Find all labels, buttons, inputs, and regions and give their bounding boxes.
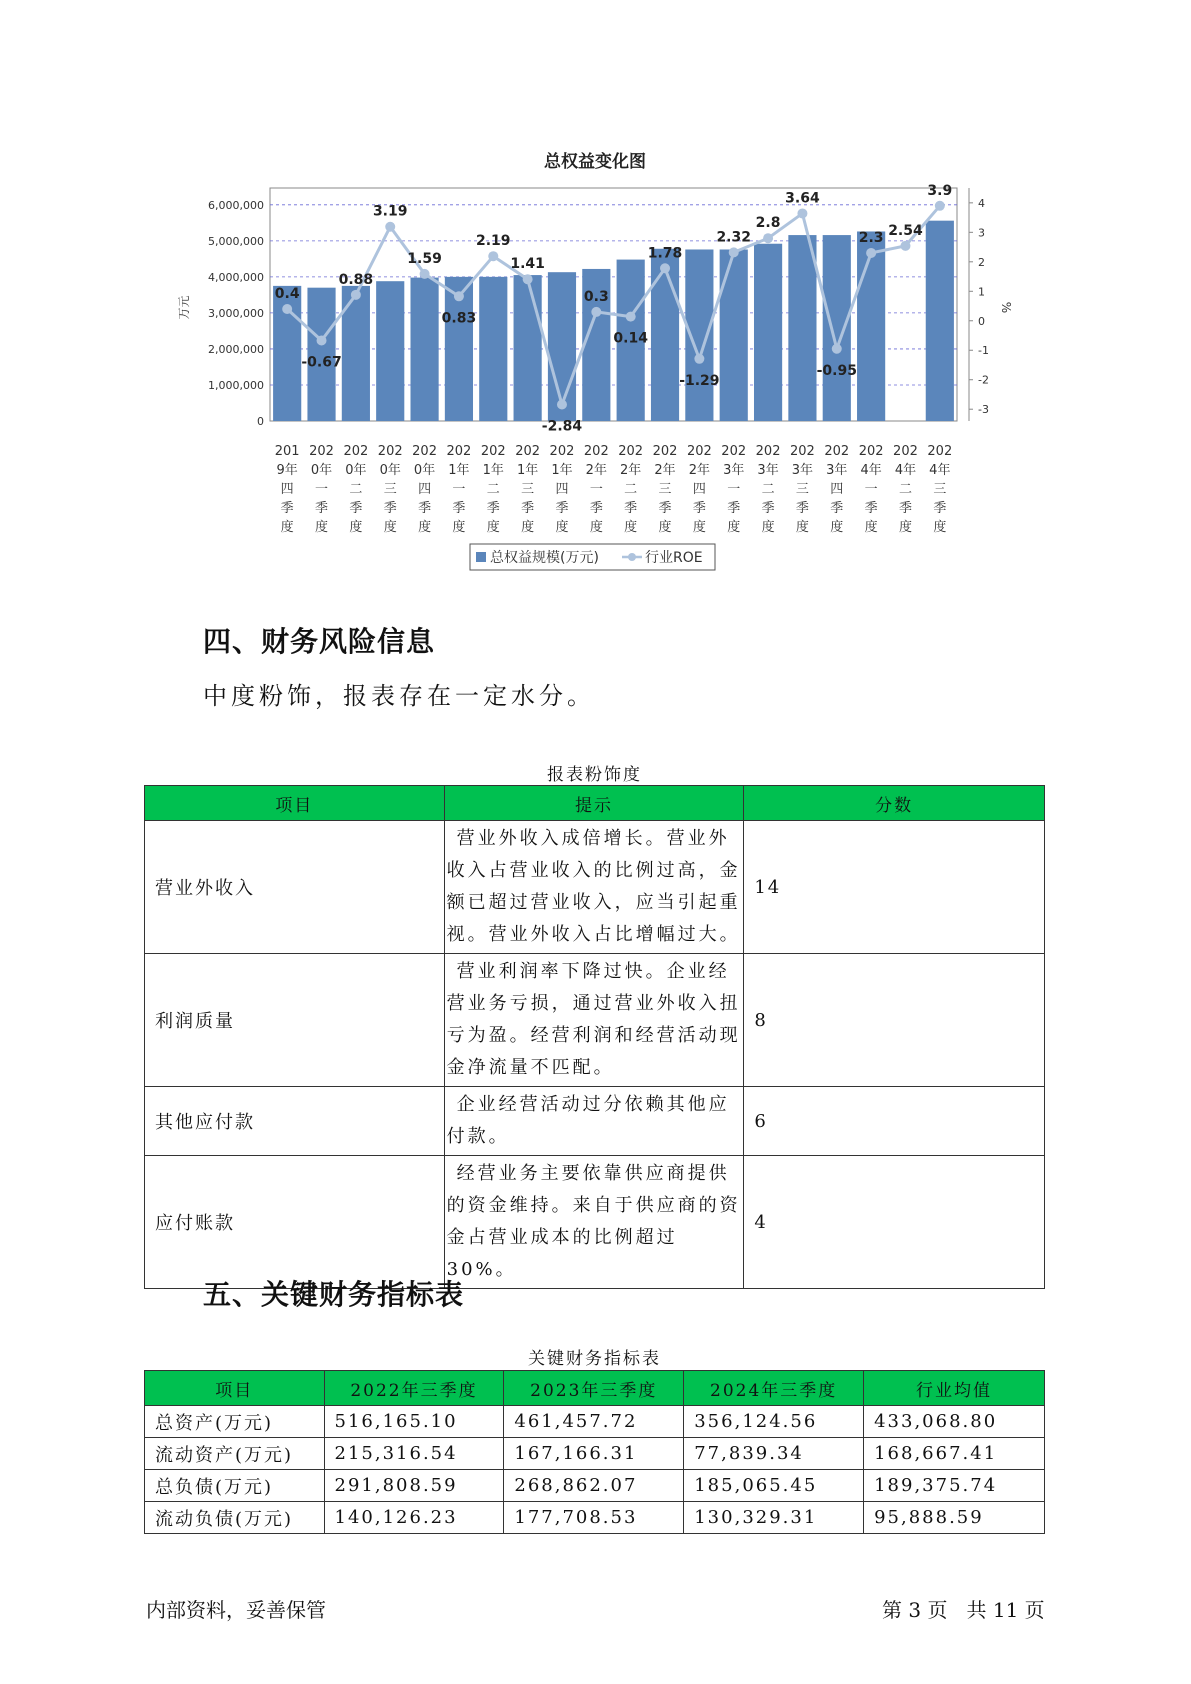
x-tick-label: 季 bbox=[280, 501, 294, 516]
roe-data-label: -1.29 bbox=[679, 372, 720, 389]
roe-point bbox=[626, 312, 636, 322]
roe-data-label: 3.64 bbox=[785, 190, 820, 207]
metric-value: 77,839.34 bbox=[684, 1438, 864, 1470]
left-tick-label: 4,000,000 bbox=[208, 270, 264, 284]
metric-value: 356,124.56 bbox=[684, 1406, 864, 1438]
x-tick-label: 0年 bbox=[310, 463, 333, 478]
roe-point bbox=[385, 222, 395, 232]
table-row bbox=[145, 1406, 1045, 1438]
roe-data-label: 3.9 bbox=[927, 182, 953, 199]
roe-point bbox=[660, 263, 670, 273]
x-tick-label: 202 bbox=[549, 444, 575, 459]
left-tick-label: 0 bbox=[257, 415, 264, 428]
equity-chart bbox=[170, 140, 1030, 600]
x-tick-label: 202 bbox=[583, 444, 609, 459]
header-2023q3: 2023年三季度 bbox=[504, 1371, 684, 1406]
x-tick-label: 度 bbox=[383, 520, 397, 535]
roe-data-label: 1.59 bbox=[407, 250, 442, 267]
x-tick-label: 度 bbox=[589, 520, 603, 535]
x-tick-label: 四 bbox=[692, 482, 706, 497]
x-tick-label: 202 bbox=[480, 444, 506, 459]
risk-score: 4 bbox=[744, 1156, 1045, 1289]
x-tick-label: 三 bbox=[795, 482, 809, 497]
x-tick-label: 度 bbox=[933, 520, 947, 535]
legend-bar-swatch bbox=[476, 552, 486, 562]
x-tick-label: 季 bbox=[658, 501, 672, 516]
risk-section-title: 四、财务风险信息 bbox=[203, 625, 436, 658]
roe-data-label: 2.3 bbox=[858, 229, 884, 246]
x-tick-label: 度 bbox=[864, 520, 878, 535]
risk-tip: 企业经营活动过分依赖其他应付款。 bbox=[444, 1087, 744, 1156]
x-tick-label: 一 bbox=[315, 482, 329, 497]
right-tick-label: 3 bbox=[978, 226, 985, 240]
x-tick-label: 二 bbox=[761, 482, 775, 497]
x-tick-label: 度 bbox=[761, 520, 775, 535]
x-tick-label: 季 bbox=[555, 501, 569, 516]
table-row bbox=[145, 1438, 1045, 1470]
roe-point bbox=[557, 399, 567, 409]
risk-item: 营业外收入 bbox=[145, 821, 445, 954]
roe-data-label: 2.54 bbox=[888, 222, 923, 239]
metric-value: 185,065.45 bbox=[684, 1470, 864, 1502]
roe-data-label: 1.41 bbox=[510, 256, 545, 273]
x-tick-label: 202 bbox=[377, 444, 403, 459]
x-tick-label: 1年 bbox=[516, 463, 539, 478]
metric-name: 总资产(万元) bbox=[145, 1406, 325, 1438]
x-tick-label: 季 bbox=[589, 501, 603, 516]
x-tick-label: 季 bbox=[692, 501, 706, 516]
roe-data-label: 2.19 bbox=[476, 233, 511, 250]
x-tick-label: 0年 bbox=[413, 463, 436, 478]
header-score: 分数 bbox=[744, 786, 1045, 821]
right-axis-title: % bbox=[999, 301, 1013, 314]
metric-name: 流动负债(万元) bbox=[145, 1502, 325, 1534]
x-tick-label: 三 bbox=[658, 482, 672, 497]
x-tick-label: 三 bbox=[933, 482, 947, 497]
x-tick-label: 202 bbox=[412, 444, 437, 459]
x-tick-label: 度 bbox=[418, 520, 432, 535]
left-tick-label: 3,000,000 bbox=[208, 306, 264, 320]
x-tick-label: 二 bbox=[624, 482, 638, 497]
table-row bbox=[145, 1087, 1045, 1156]
risk-item: 其他应付款 bbox=[145, 1087, 445, 1156]
right-tick-label: 0 bbox=[978, 314, 985, 328]
x-tick-label: 三 bbox=[521, 482, 535, 497]
x-tick-label: 度 bbox=[658, 520, 672, 535]
roe-data-label: 3.19 bbox=[372, 203, 408, 220]
left-tick-label: 6,000,000 bbox=[208, 198, 264, 212]
right-tick-label: -3 bbox=[978, 403, 989, 417]
bar bbox=[823, 235, 851, 421]
x-tick-label: 202 bbox=[893, 444, 918, 459]
key-section-title: 五、关键财务指标表 bbox=[203, 1278, 465, 1311]
key-table-header bbox=[145, 1371, 1045, 1406]
x-tick-label: 二 bbox=[486, 482, 500, 497]
metric-name: 总负债(万元) bbox=[145, 1470, 325, 1502]
x-tick-label: 201 bbox=[274, 444, 300, 459]
x-tick-label: 4年 bbox=[860, 463, 882, 478]
x-tick-label: 季 bbox=[795, 501, 809, 516]
risk-tip: 营业外收入成倍增长。营业外收入占营业收入的比例过高，金额已超过营业收入，应当引起重视。营业外收入占比增幅过大。 bbox=[444, 821, 744, 954]
risk-score: 8 bbox=[744, 954, 1045, 1087]
footer-confidential: 内部资料，妥善保管 bbox=[146, 1598, 326, 1622]
metric-value: 268,862.07 bbox=[504, 1470, 684, 1502]
metric-value: 168,667.41 bbox=[864, 1438, 1045, 1470]
x-tick-label: 一 bbox=[727, 482, 741, 497]
header-2024q3: 2024年三季度 bbox=[684, 1371, 864, 1406]
x-tick-label: 202 bbox=[309, 444, 334, 459]
roe-point bbox=[935, 201, 945, 211]
bar bbox=[376, 281, 404, 421]
metric-value: 433,068.80 bbox=[864, 1406, 1045, 1438]
x-tick-label: 度 bbox=[727, 520, 741, 535]
x-tick-label: 度 bbox=[315, 520, 329, 535]
x-tick-label: 202 bbox=[755, 444, 781, 459]
x-tick-label: 季 bbox=[727, 501, 741, 516]
x-tick-label: 季 bbox=[383, 501, 397, 516]
x-tick-label: 一 bbox=[864, 482, 878, 497]
roe-point bbox=[729, 247, 739, 257]
roe-point bbox=[763, 233, 773, 243]
roe-data-label: -2.84 bbox=[541, 418, 583, 435]
risk-table-header bbox=[145, 786, 1045, 821]
x-tick-label: 度 bbox=[692, 520, 706, 535]
risk-item: 利润质量 bbox=[145, 954, 445, 1087]
metric-value: 95,888.59 bbox=[864, 1502, 1045, 1534]
roe-point bbox=[454, 291, 464, 301]
right-tick-label: 4 bbox=[978, 196, 985, 210]
right-tick-label: 2 bbox=[978, 255, 985, 269]
key-financial-table bbox=[144, 1370, 1045, 1534]
x-tick-label: 202 bbox=[446, 444, 472, 459]
x-tick-label: 3年 bbox=[791, 463, 814, 478]
roe-data-label: 0.3 bbox=[583, 288, 609, 305]
chart-title: 总权益变化图 bbox=[544, 152, 646, 172]
x-tick-label: 度 bbox=[830, 520, 844, 535]
table-row bbox=[145, 1470, 1045, 1502]
x-tick-label: 四 bbox=[280, 482, 294, 497]
left-tick-label: 1,000,000 bbox=[208, 378, 264, 392]
risk-item: 应付账款 bbox=[145, 1156, 445, 1289]
roe-data-label: 0.83 bbox=[441, 310, 477, 327]
roe-point bbox=[694, 354, 704, 364]
bar bbox=[548, 272, 576, 421]
left-tick-label: 5,000,000 bbox=[208, 234, 264, 248]
roe-data-label: 0.14 bbox=[613, 330, 648, 347]
header-item: 项目 bbox=[145, 1371, 325, 1406]
x-tick-label: 季 bbox=[933, 501, 947, 516]
x-tick-label: 季 bbox=[761, 501, 775, 516]
x-tick-label: 季 bbox=[349, 501, 363, 516]
x-tick-label: 季 bbox=[830, 501, 844, 516]
x-tick-label: 2年 bbox=[688, 463, 711, 478]
roe-point bbox=[282, 304, 292, 314]
x-tick-label: 度 bbox=[795, 520, 809, 535]
metric-value: 215,316.54 bbox=[324, 1438, 504, 1470]
table-row bbox=[145, 821, 1045, 954]
roe-point bbox=[591, 307, 601, 317]
metric-value: 167,166.31 bbox=[504, 1438, 684, 1470]
bar bbox=[926, 221, 954, 421]
risk-tip: 经营业务主要依靠供应商提供的资金维持。来自于供应商的资金占营业成本的比例超过30%。 bbox=[444, 1156, 744, 1289]
x-tick-label: 202 bbox=[343, 444, 369, 459]
bar bbox=[410, 278, 438, 421]
risk-tip: 营业利润率下降过快。企业经营业务亏损，通过营业外收入扭亏为盈。经营利润和经营活动现金净流量不匹配。 bbox=[444, 954, 744, 1087]
footer-page-number: 第 3 页 共 11 页 bbox=[882, 1598, 1045, 1622]
x-tick-label: 四 bbox=[830, 482, 844, 497]
x-tick-label: 二 bbox=[349, 482, 363, 497]
x-tick-label: 2年 bbox=[620, 463, 642, 478]
roe-data-label: -0.95 bbox=[816, 362, 857, 379]
roe-point bbox=[832, 344, 842, 354]
roe-data-label: 1.78 bbox=[647, 245, 683, 262]
x-tick-label: 202 bbox=[652, 444, 678, 459]
bar bbox=[514, 275, 542, 421]
header-2022q3: 2022年三季度 bbox=[324, 1371, 504, 1406]
x-tick-label: 202 bbox=[790, 444, 815, 459]
metric-value: 130,329.31 bbox=[684, 1502, 864, 1534]
metric-value: 189,375.74 bbox=[864, 1470, 1045, 1502]
x-tick-label: 3年 bbox=[723, 463, 745, 478]
x-tick-label: 季 bbox=[315, 501, 329, 516]
roe-data-label: 2.8 bbox=[755, 215, 781, 232]
bar bbox=[857, 231, 885, 421]
x-tick-label: 度 bbox=[280, 520, 294, 535]
risk-table bbox=[144, 785, 1045, 1289]
bar bbox=[754, 244, 782, 421]
bar bbox=[651, 249, 679, 421]
x-tick-label: 四 bbox=[418, 482, 432, 497]
roe-data-label: -0.67 bbox=[301, 354, 342, 371]
legend-bar-label: 总权益规模(万元) bbox=[490, 550, 599, 566]
right-tick-label: -2 bbox=[978, 373, 989, 387]
left-axis-title: 万元 bbox=[177, 295, 191, 320]
metric-value: 140,126.23 bbox=[324, 1502, 504, 1534]
header-tip: 提示 bbox=[444, 786, 744, 821]
x-tick-label: 9年 bbox=[276, 463, 298, 478]
roe-data-label: 2.32 bbox=[716, 229, 751, 246]
x-tick-label: 季 bbox=[452, 501, 466, 516]
x-tick-label: 202 bbox=[824, 444, 850, 459]
table-row bbox=[145, 1502, 1045, 1534]
roe-point bbox=[420, 269, 430, 279]
x-tick-label: 202 bbox=[721, 444, 747, 459]
x-tick-label: 季 bbox=[521, 501, 535, 516]
x-tick-label: 三 bbox=[383, 482, 397, 497]
x-tick-label: 202 bbox=[927, 444, 953, 459]
x-tick-label: 1年 bbox=[482, 463, 504, 478]
right-tick-label: 1 bbox=[978, 285, 985, 299]
x-tick-label: 度 bbox=[555, 520, 569, 535]
x-tick-label: 四 bbox=[555, 482, 569, 497]
risk-summary-text: 中度粉饰，报表存在一定水分。 bbox=[203, 682, 595, 710]
header-industry-avg: 行业均值 bbox=[864, 1371, 1045, 1406]
roe-point bbox=[523, 274, 533, 284]
roe-point bbox=[866, 248, 876, 258]
x-tick-label: 季 bbox=[486, 501, 500, 516]
x-tick-label: 季 bbox=[624, 501, 638, 516]
x-tick-label: 1年 bbox=[551, 463, 573, 478]
x-tick-label: 季 bbox=[898, 501, 912, 516]
x-tick-label: 度 bbox=[898, 520, 912, 535]
x-tick-label: 202 bbox=[858, 444, 884, 459]
x-tick-label: 度 bbox=[486, 520, 500, 535]
x-tick-label: 4年 bbox=[894, 463, 917, 478]
bar bbox=[479, 277, 507, 421]
x-tick-label: 3年 bbox=[826, 463, 848, 478]
x-tick-label: 度 bbox=[624, 520, 638, 535]
x-tick-label: 一 bbox=[589, 482, 603, 497]
x-tick-label: 202 bbox=[686, 444, 712, 459]
table-row bbox=[145, 1156, 1045, 1289]
x-tick-label: 度 bbox=[349, 520, 363, 535]
risk-table-caption: 报表粉饰度 bbox=[547, 765, 642, 785]
left-tick-label: 2,000,000 bbox=[208, 342, 264, 356]
x-tick-label: 度 bbox=[452, 520, 466, 535]
right-tick-label: -1 bbox=[978, 344, 989, 358]
metric-value: 177,708.53 bbox=[504, 1502, 684, 1534]
roe-point bbox=[488, 251, 498, 261]
roe-data-label: 0.88 bbox=[338, 271, 374, 288]
x-tick-label: 202 bbox=[618, 444, 644, 459]
roe-point bbox=[900, 241, 910, 251]
roe-point bbox=[797, 208, 807, 218]
table-row bbox=[145, 954, 1045, 1087]
legend-line-label: 行业ROE bbox=[645, 550, 703, 566]
x-tick-label: 1年 bbox=[448, 463, 470, 478]
x-tick-label: 度 bbox=[521, 520, 535, 535]
x-tick-label: 3年 bbox=[757, 463, 779, 478]
key-table-caption: 关键财务指标表 bbox=[528, 1349, 661, 1369]
metric-value: 461,457.72 bbox=[504, 1406, 684, 1438]
bar bbox=[788, 235, 816, 421]
legend-line-marker bbox=[628, 553, 636, 561]
metric-value: 291,808.59 bbox=[324, 1470, 504, 1502]
x-tick-label: 2年 bbox=[585, 463, 607, 478]
roe-data-label: 0.4 bbox=[274, 285, 300, 302]
x-tick-label: 季 bbox=[418, 501, 432, 516]
x-tick-label: 4年 bbox=[929, 463, 951, 478]
x-tick-label: 2年 bbox=[654, 463, 676, 478]
x-tick-label: 202 bbox=[515, 444, 541, 459]
roe-point bbox=[351, 290, 361, 300]
x-tick-label: 季 bbox=[864, 501, 878, 516]
roe-point bbox=[317, 336, 327, 346]
x-tick-label: 二 bbox=[898, 482, 912, 497]
header-item: 项目 bbox=[145, 786, 445, 821]
risk-score: 6 bbox=[744, 1087, 1045, 1156]
metric-name: 流动资产(万元) bbox=[145, 1438, 325, 1470]
x-tick-label: 0年 bbox=[379, 463, 401, 478]
risk-score: 14 bbox=[744, 821, 1045, 954]
bar bbox=[720, 249, 748, 421]
metric-value: 516,165.10 bbox=[324, 1406, 504, 1438]
x-tick-label: 0年 bbox=[345, 463, 367, 478]
x-tick-label: 一 bbox=[452, 482, 466, 497]
